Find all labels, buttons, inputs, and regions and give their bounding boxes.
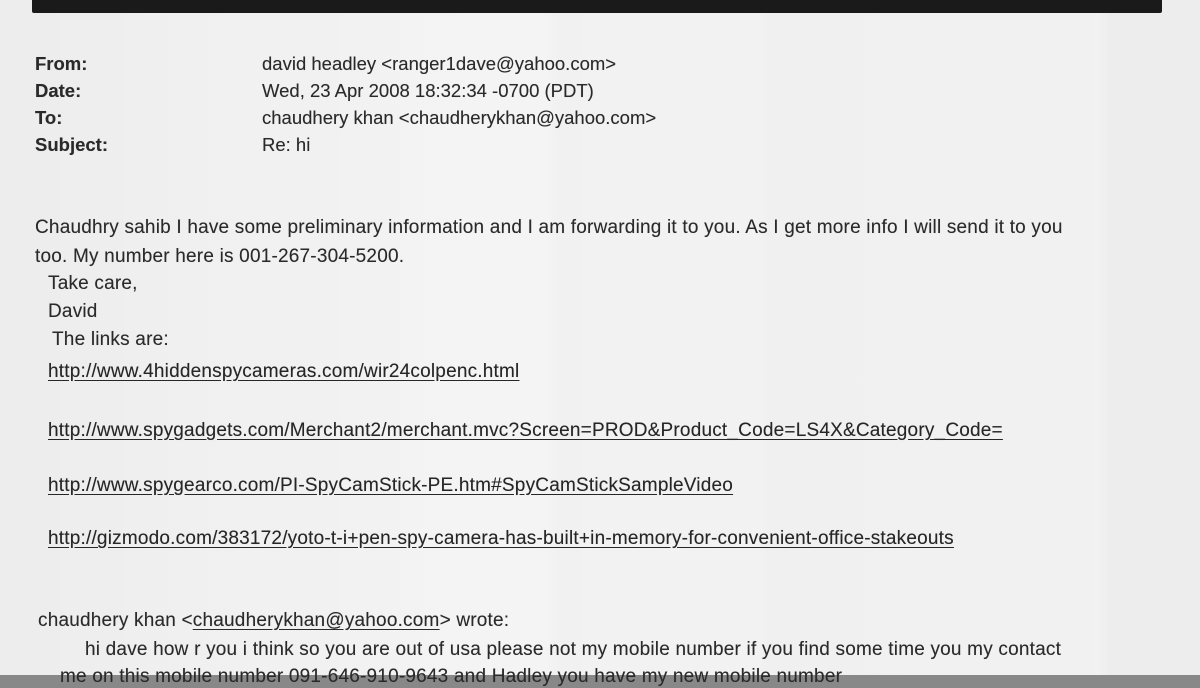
to-value: chaudhery khan <chaudherykhan@yahoo.com>	[262, 107, 657, 128]
date-label: Date:	[35, 80, 82, 101]
subject-label: Subject:	[35, 134, 108, 155]
redaction-bar	[32, 0, 1162, 13]
signoff-take-care: Take care,	[48, 273, 138, 294]
links-intro: The links are:	[52, 329, 169, 350]
body-paragraph-line-2: too. My number here is 001-267-304-5200.	[35, 246, 405, 267]
link-gizmodo[interactable]: http://gizmodo.com/383172/yoto-t-i+pen-spy-camera-has-built+in-memory-for-convenient-office-stakeouts	[48, 528, 954, 549]
link-spygadgets[interactable]: http://www.spygadgets.com/Merchant2/merchant.mvc?Screen=PROD&Product_Code=LS4X&Category_Code=	[48, 420, 1003, 441]
from-label: From:	[35, 53, 88, 74]
attribution-prefix: chaudhery khan <	[38, 610, 193, 631]
body-paragraph-line-1: Chaudhry sahib I have some preliminary information and I am forwarding it to you. As I get more info I will send it to you	[35, 217, 1063, 238]
link-spygearco[interactable]: http://www.spygearco.com/PI-SpyCamStick-PE.htm#SpyCamStickSampleVideo	[48, 475, 734, 496]
from-value: david headley <ranger1dave@yahoo.com>	[262, 53, 617, 74]
quoted-reply-line-2-cutoff: me on this mobile number 091-646-910-9643 and Hadley you have my new mobile number	[60, 666, 843, 687]
quoted-reply-line-1: hi dave how r you i think so you are out of usa please not my mobile number if you find some time you my contact	[85, 639, 1062, 660]
subject-value: Re: hi	[262, 134, 311, 155]
date-value: Wed, 23 Apr 2008 18:32:34 -0700 (PDT)	[262, 80, 594, 101]
attribution-email-link[interactable]: chaudherykhan@yahoo.com	[192, 610, 440, 631]
to-label: To:	[35, 107, 63, 128]
signoff-name: David	[48, 301, 98, 322]
quoted-reply-attribution	[38, 610, 509, 632]
link-4hiddenspycameras[interactable]: http://www.4hiddenspycameras.com/wir24colpenc.html	[48, 361, 520, 382]
attribution-suffix: > wrote:	[439, 610, 510, 631]
email-header	[35, 50, 656, 158]
